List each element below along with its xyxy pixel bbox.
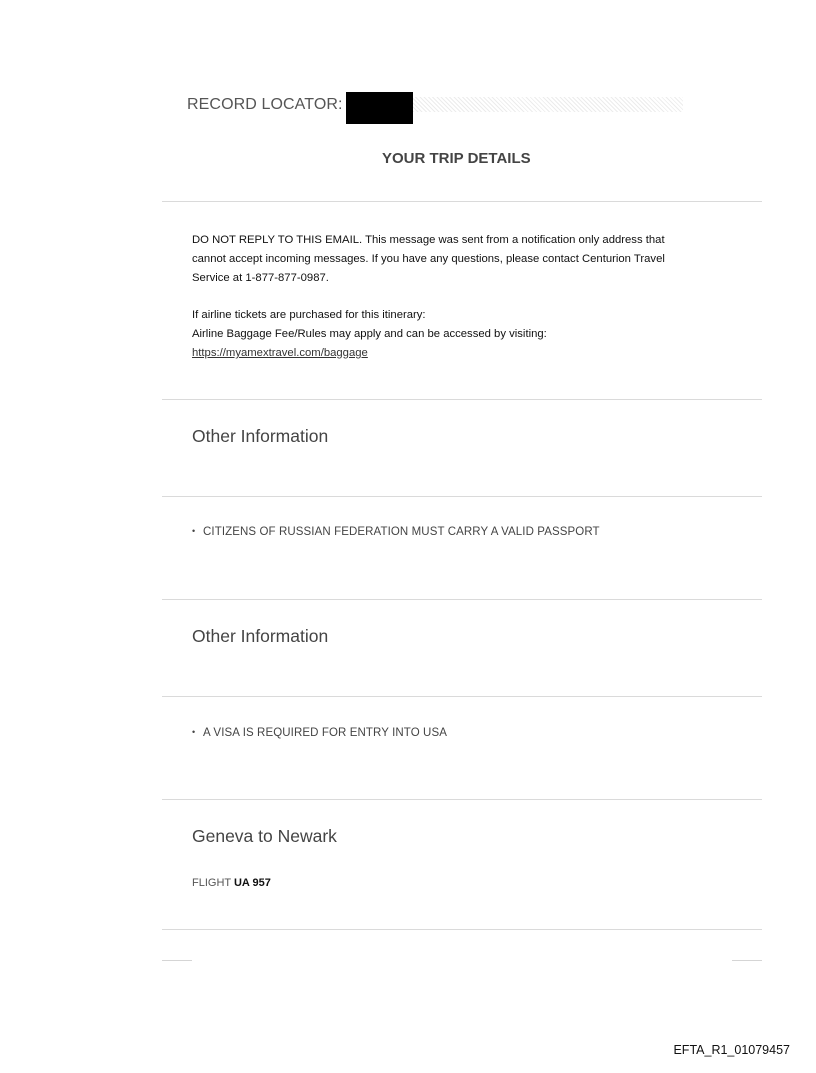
flight-number-line [192, 877, 271, 889]
notice-block [192, 231, 732, 363]
flight-route-heading: Geneva to Newark [192, 826, 337, 846]
divider [162, 929, 762, 930]
divider [162, 599, 762, 600]
redacted-record-locator [413, 97, 683, 112]
divider [162, 399, 762, 400]
divider [162, 496, 762, 497]
info-bullet-text: A VISA IS REQUIRED FOR ENTRY INTO USA [203, 727, 447, 739]
bullet-icon: • [192, 526, 196, 536]
flight-number: UA 957 [233, 877, 271, 889]
bullet-icon: • [192, 727, 196, 737]
document-id: EFTA_R1_01079457 [673, 1043, 790, 1057]
page-title: YOUR TRIP DETAILS [382, 150, 531, 167]
notice-text: DO NOT REPLY TO THIS EMAIL. This message was sent from a notification only address that [192, 234, 665, 246]
baggage-rules-text: Airline Baggage Fee/Rules may apply and can be accessed by visiting: [192, 328, 547, 340]
divider [162, 799, 762, 800]
notice-text: cannot accept incoming messages. If you have any questions, please contact Centurion Travel [192, 253, 665, 265]
section-heading: Other Information [192, 426, 329, 446]
divider [162, 696, 762, 697]
info-bullet-item [192, 727, 447, 739]
divider-fragment [732, 960, 762, 961]
redaction-box [346, 92, 413, 124]
baggage-link[interactable]: https://myamextravel.com/baggage [192, 347, 368, 359]
info-bullet-text: CITIZENS OF RUSSIAN FEDERATION MUST CARRY A VALID PASSPORT [203, 526, 600, 538]
record-locator-label: RECORD LOCATOR: [187, 96, 343, 113]
baggage-intro-text: If airline tickets are purchased for this itinerary: [192, 309, 426, 321]
divider-fragment [162, 960, 192, 961]
divider [162, 201, 762, 202]
section-heading: Other Information [192, 626, 329, 646]
flight-label: FLIGHT [192, 877, 231, 889]
info-bullet-item [192, 526, 600, 538]
notice-text: Service at 1-877-877-0987. [192, 272, 329, 284]
